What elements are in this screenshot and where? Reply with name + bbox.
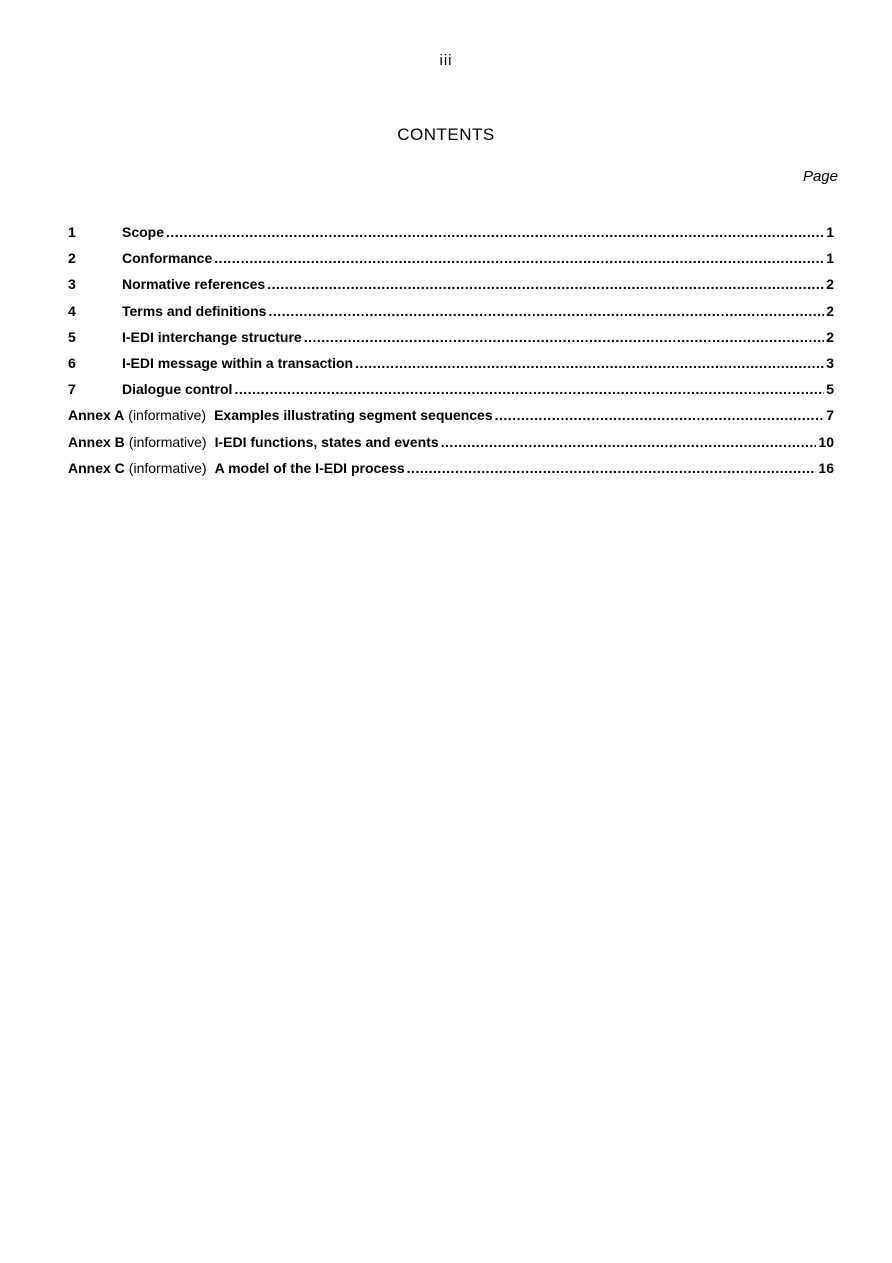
toc-dot-leader <box>495 407 825 423</box>
toc-entry-message-within-transaction[interactable] <box>68 355 834 381</box>
toc-clause-title: Conformance <box>122 250 213 267</box>
toc-page-number: 7 <box>826 407 834 424</box>
toc-clause-title: I-EDI message within a transaction <box>122 354 354 371</box>
toc-page-number: 1 <box>826 224 834 240</box>
toc-clause-number: 3 <box>68 276 76 293</box>
toc-page-number: 2 <box>826 302 834 319</box>
toc-page-number: 2 <box>826 276 834 293</box>
toc-entry-conformance[interactable] <box>68 250 834 276</box>
contents-title: CONTENTS <box>397 125 495 144</box>
toc-entry-interchange-structure[interactable] <box>68 329 834 355</box>
toc-page-number: 1 <box>826 250 834 267</box>
toc-clause-number: 7 <box>68 381 76 398</box>
toc-dot-leader <box>268 303 824 319</box>
toc-annex-title: Examples illustrating segment sequences <box>214 407 493 424</box>
toc-entry-dialogue-control[interactable] <box>68 381 834 407</box>
page-number: iii <box>439 52 453 69</box>
toc-annex-title: A model of the I-EDI process <box>214 459 405 476</box>
toc-dot-leader <box>441 434 817 450</box>
toc-dot-leader <box>214 250 824 266</box>
toc-dot-leader <box>304 329 825 345</box>
toc-dot-leader <box>234 381 824 397</box>
toc-dot-leader <box>355 355 824 371</box>
toc-entry-annex-c[interactable] <box>68 460 834 486</box>
toc-annex-qualifier: (informative) <box>128 407 207 424</box>
toc-entry-annex-a[interactable] <box>68 407 834 433</box>
toc-clause-title: Normative references <box>122 276 266 293</box>
toc-clause-number: 4 <box>68 302 76 319</box>
toc-annex-label: Annex B <box>68 433 125 450</box>
toc-clause-number: 2 <box>68 250 76 267</box>
toc-entry-normative-references[interactable] <box>68 276 834 302</box>
toc-clause-title: Scope <box>122 224 165 240</box>
toc-annex-title: I-EDI functions, states and events <box>214 433 439 450</box>
toc-annex-qualifier: (informative) <box>128 459 207 476</box>
toc-page-number: 3 <box>826 354 834 371</box>
toc-entry-terms-and-definitions[interactable] <box>68 303 834 329</box>
toc-clause-number: 5 <box>68 328 76 345</box>
toc-dot-leader <box>166 224 824 240</box>
toc-clause-title: Dialogue control <box>122 381 233 398</box>
toc-clause-number: 1 <box>68 224 76 240</box>
toc-page-number: 16 <box>818 459 834 476</box>
toc-page-number: 10 <box>818 433 834 450</box>
toc-page-number: 2 <box>826 328 834 345</box>
toc-dot-leader <box>267 276 824 292</box>
toc-annex-label: Annex C <box>68 459 125 476</box>
table-of-contents <box>68 224 834 486</box>
toc-clause-title: I-EDI interchange structure <box>122 328 302 345</box>
toc-clause-title: Terms and definitions <box>122 302 267 319</box>
toc-annex-qualifier: (informative) <box>128 433 207 450</box>
toc-clause-number: 6 <box>68 354 76 371</box>
toc-page-number: 5 <box>826 381 834 398</box>
toc-entry-scope[interactable] <box>68 224 834 250</box>
toc-dot-leader <box>407 460 817 476</box>
page-column-heading: Page <box>802 168 838 185</box>
toc-entry-annex-b[interactable] <box>68 434 834 460</box>
toc-annex-label: Annex A <box>68 407 125 424</box>
